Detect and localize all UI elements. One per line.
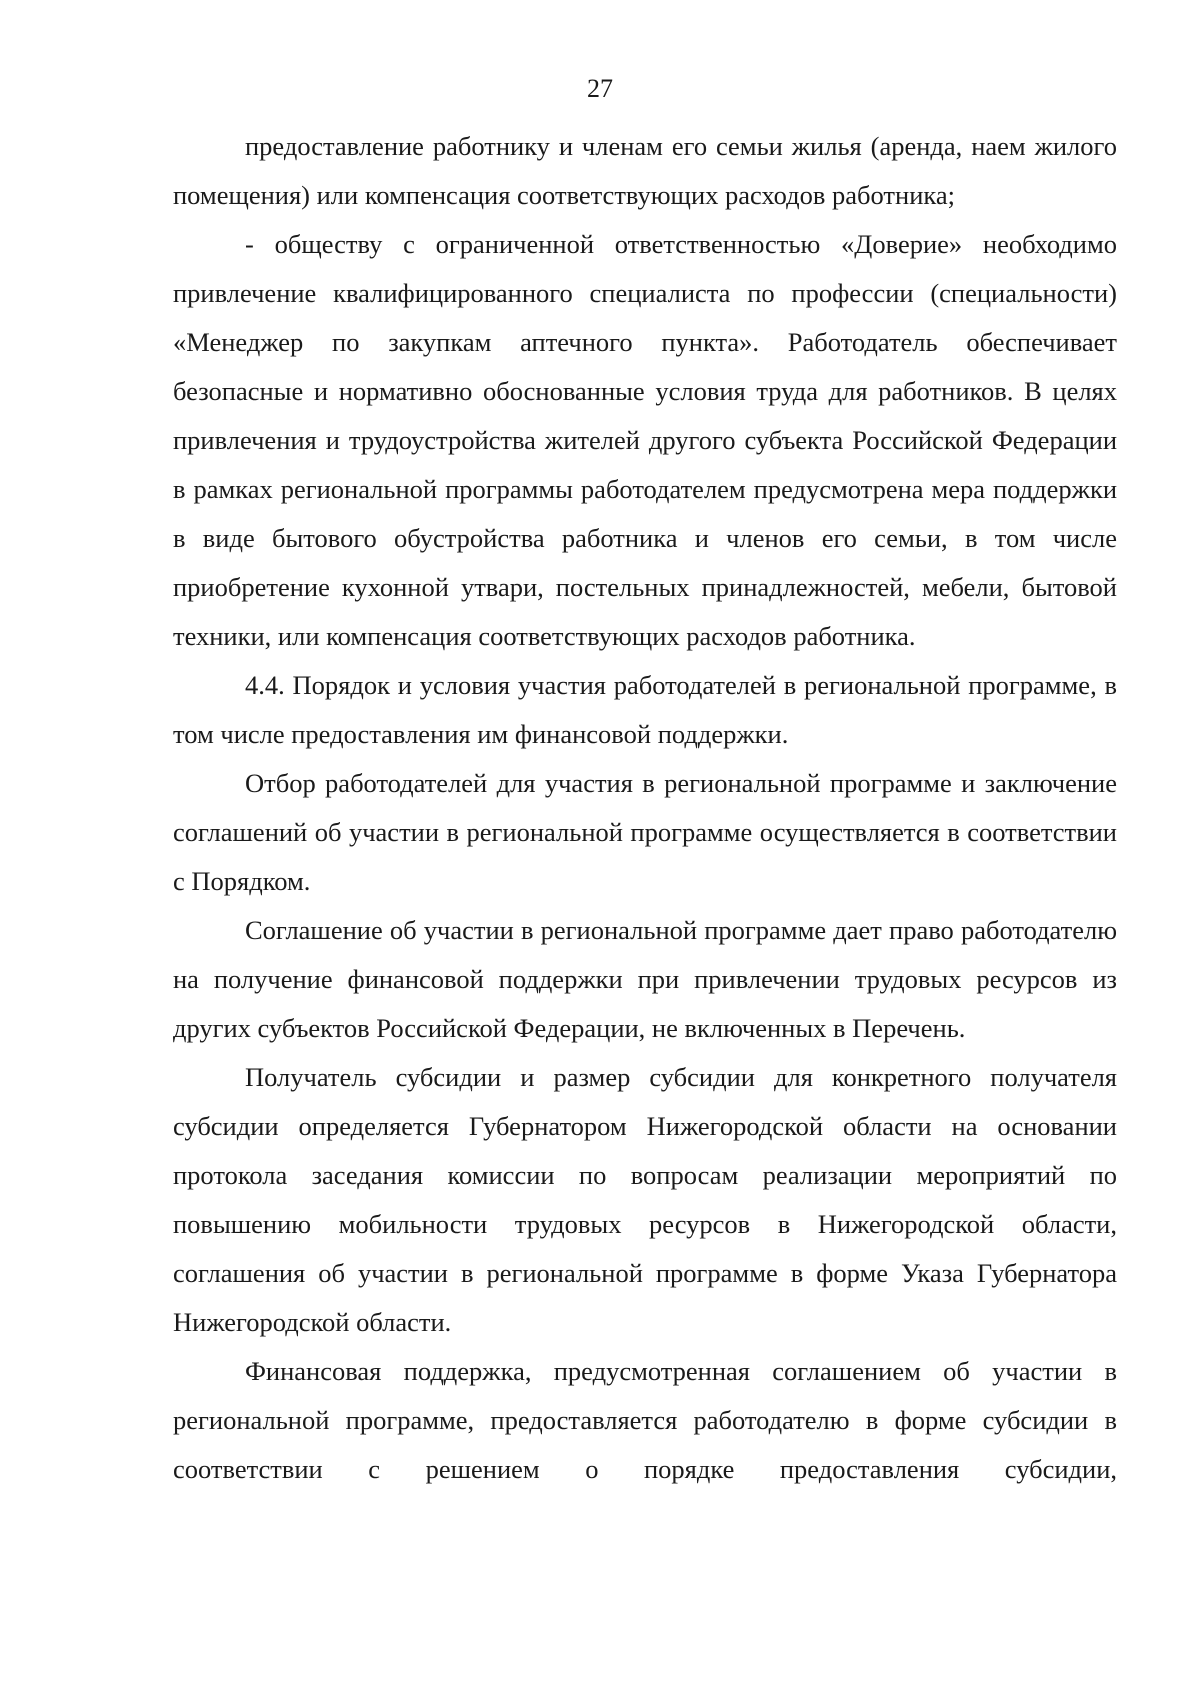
page-number: 27 (587, 74, 613, 103)
document-body (173, 122, 1117, 1494)
paragraph-doverie-llc: - обществу с ограниченной ответственностью «Доверие» необходимо привлечение квалифицированного специалиста по профессии (специальности) «Менеджер по закупкам аптечного пункта». Работодатель обеспечивает безопасные и нормативно обоснованные условия труда для работников. В целях привлечения и трудоустройства жителей другого субъекта Российской Федерации в рамках региональной программы работодателем предусмотрена мера поддержки в виде бытового обустройства работника и членов его семьи, в том числе приобретение кухонной утвари, постельных принадлежностей, мебели, бытовой техники, или компенсация соответствующих расходов работника. (173, 229, 1117, 651)
paragraph-agreement-right: Соглашение об участии в региональной программе дает право работодателю на получение финансовой поддержки при привлечении трудовых ресурсов из других субъектов Российской Федерации, не включенных в Перечень. (173, 915, 1117, 1043)
paragraph-housing-provision: предоставление работнику и членам его семьи жилья (аренда, наем жилого помещения) или компенсация соответствующих расходов работника; (173, 131, 1117, 210)
paragraph-employer-selection: Отбор работодателей для участия в региональной программе и заключение соглашений об участии в региональной программе осуществляется в соответствии с Порядком. (173, 768, 1117, 896)
paragraph-financial-support: Финансовая поддержка, предусмотренная соглашением об участии в региональной программе, предоставляется работодателю в форме субсидии в соответствии с решением о порядке предоставления субсидии, (173, 1356, 1117, 1484)
paragraph-subsidy-recipient: Получатель субсидии и размер субсидии для конкретного получателя субсидии определяется Губернатором Нижегородской области на основании протокола заседания комиссии по вопросам реализации мероприятий по повышению мобильности трудовых ресурсов в Нижегородской области, соглашения об участии в региональной программе в форме Указа Губернатора Нижегородской области. (173, 1062, 1117, 1337)
paragraph-section-4-4: 4.4. Порядок и условия участия работодателей в региональной программе, в том числе предоставления им финансовой поддержки. (173, 670, 1117, 749)
